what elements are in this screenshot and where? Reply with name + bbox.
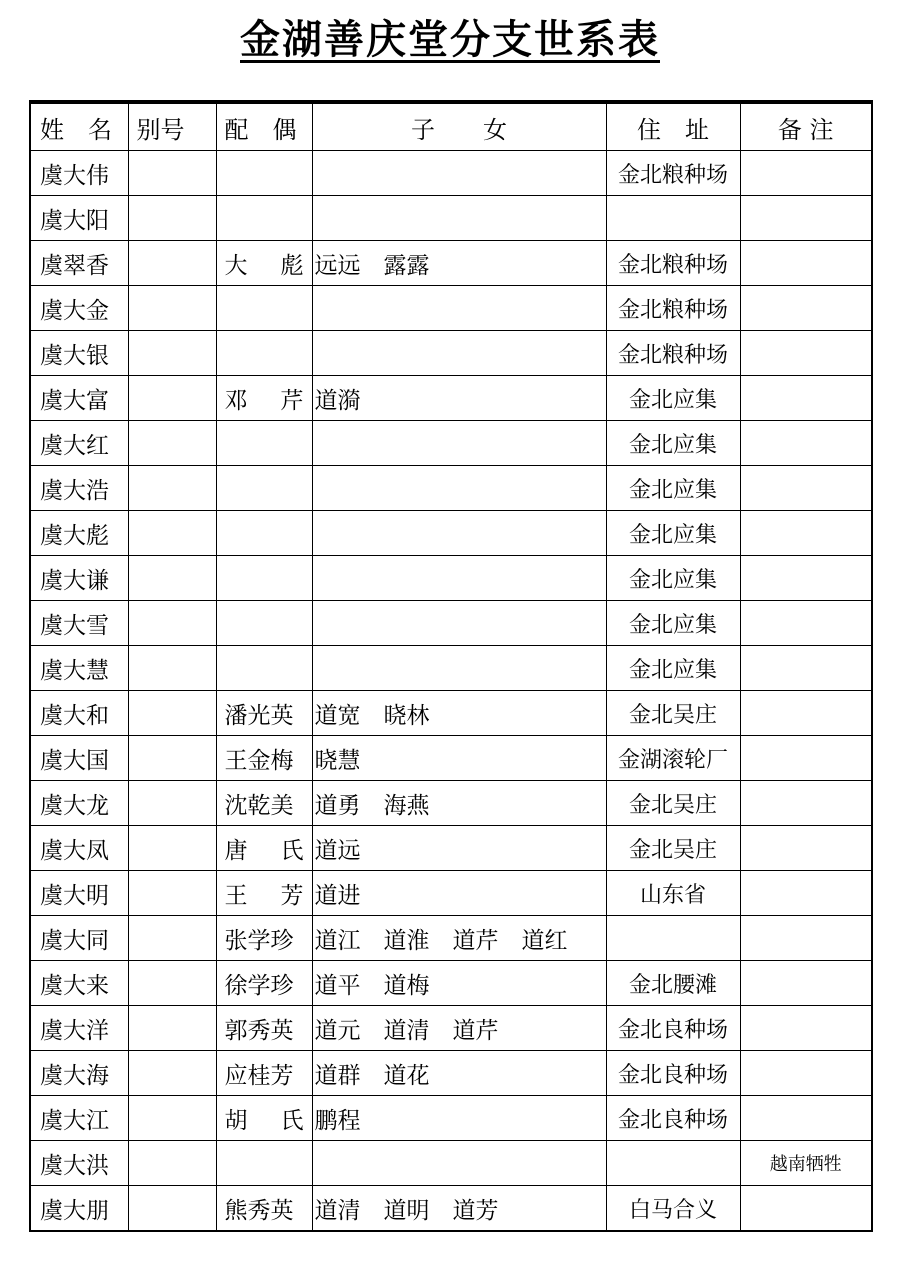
header-address: 住 址: [606, 102, 740, 151]
table-row: [30, 556, 872, 601]
cell-note: [740, 826, 872, 871]
cell-name: 虞大伟: [30, 151, 128, 196]
header-alias: 别号: [128, 102, 216, 151]
cell-address: 金北应集: [606, 646, 740, 691]
table-row: [30, 466, 872, 511]
cell-address: 金北应集: [606, 421, 740, 466]
cell-address: 金湖滚轮厂: [606, 736, 740, 781]
cell-alias: [128, 871, 216, 916]
cell-children: [312, 196, 606, 241]
table-row: [30, 646, 872, 691]
cell-note: [740, 151, 872, 196]
cell-note: [740, 601, 872, 646]
cell-note: [740, 691, 872, 736]
cell-spouse: 唐氏: [216, 826, 312, 871]
cell-note: [740, 646, 872, 691]
cell-alias: [128, 376, 216, 421]
cell-note: [740, 241, 872, 286]
cell-children: [312, 511, 606, 556]
table-row: [30, 1096, 872, 1141]
cell-alias: [128, 691, 216, 736]
cell-spouse: 大彪: [216, 241, 312, 286]
cell-alias: [128, 151, 216, 196]
cell-address: 山东省: [606, 871, 740, 916]
table-header: [30, 102, 872, 151]
cell-name: 虞大朋: [30, 1186, 128, 1232]
cell-address: 金北应集: [606, 466, 740, 511]
cell-spouse: 徐学珍: [216, 961, 312, 1006]
cell-children: 道群 道花: [312, 1051, 606, 1096]
cell-note: [740, 556, 872, 601]
cell-children: 道漪: [312, 376, 606, 421]
cell-address: 金北应集: [606, 556, 740, 601]
header-name: 姓 名: [30, 102, 128, 151]
cell-spouse: [216, 556, 312, 601]
table-row: [30, 376, 872, 421]
cell-note: [740, 736, 872, 781]
cell-alias: [128, 331, 216, 376]
cell-children: 道平 道梅: [312, 961, 606, 1006]
cell-address: 金北粮种场: [606, 331, 740, 376]
cell-note: [740, 1096, 872, 1141]
cell-name: 虞大来: [30, 961, 128, 1006]
cell-address: 金北应集: [606, 376, 740, 421]
cell-name: 虞大明: [30, 871, 128, 916]
table-row: [30, 601, 872, 646]
cell-note: [740, 1186, 872, 1232]
cell-children: 道宽 晓林: [312, 691, 606, 736]
cell-address: [606, 196, 740, 241]
genealogy-table: [29, 100, 873, 1232]
cell-spouse: 王金梅: [216, 736, 312, 781]
table-row: [30, 691, 872, 736]
cell-children: 道进: [312, 871, 606, 916]
cell-spouse: 邓芹: [216, 376, 312, 421]
cell-children: [312, 421, 606, 466]
table-row: [30, 1186, 872, 1232]
cell-children: 晓慧: [312, 736, 606, 781]
cell-spouse: [216, 1141, 312, 1186]
cell-spouse: 熊秀英: [216, 1186, 312, 1232]
cell-address: [606, 1141, 740, 1186]
table-row: [30, 1006, 872, 1051]
cell-name: 虞大海: [30, 1051, 128, 1096]
cell-address: 金北吴庄: [606, 781, 740, 826]
cell-name: 虞大金: [30, 286, 128, 331]
cell-alias: [128, 556, 216, 601]
cell-alias: [128, 1051, 216, 1096]
cell-alias: [128, 196, 216, 241]
cell-name: 虞大彪: [30, 511, 128, 556]
cell-spouse: [216, 151, 312, 196]
cell-address: 金北粮种场: [606, 286, 740, 331]
cell-alias: [128, 421, 216, 466]
cell-note: [740, 781, 872, 826]
cell-alias: [128, 241, 216, 286]
cell-address: 金北应集: [606, 511, 740, 556]
cell-children: [312, 331, 606, 376]
cell-address: 金北吴庄: [606, 691, 740, 736]
cell-children: 道清 道明 道芳: [312, 1186, 606, 1232]
table-row: [30, 871, 872, 916]
cell-spouse: 郭秀英: [216, 1006, 312, 1051]
table-row: [30, 1141, 872, 1186]
table-row: [30, 286, 872, 331]
cell-children: [312, 286, 606, 331]
header-spouse: 配 偶: [216, 102, 312, 151]
cell-alias: [128, 961, 216, 1006]
table-row: [30, 196, 872, 241]
table-body: [30, 151, 872, 1232]
table-row: [30, 826, 872, 871]
cell-note: [740, 1006, 872, 1051]
cell-name: 虞大慧: [30, 646, 128, 691]
cell-note: [740, 961, 872, 1006]
cell-alias: [128, 826, 216, 871]
cell-spouse: [216, 331, 312, 376]
cell-spouse: 张学珍: [216, 916, 312, 961]
cell-name: 虞大国: [30, 736, 128, 781]
cell-children: [312, 1141, 606, 1186]
cell-address: 金北良种场: [606, 1006, 740, 1051]
table-row: [30, 511, 872, 556]
cell-name: 虞大富: [30, 376, 128, 421]
cell-alias: [128, 736, 216, 781]
cell-note: [740, 511, 872, 556]
cell-note: [740, 466, 872, 511]
header-children: 子 女: [312, 102, 606, 151]
cell-alias: [128, 1096, 216, 1141]
cell-spouse: 沈乾美: [216, 781, 312, 826]
cell-children: 鹏程: [312, 1096, 606, 1141]
page-title-text: 金湖善庆堂分支世系表: [240, 17, 660, 63]
cell-name: 虞大洪: [30, 1141, 128, 1186]
table-row: [30, 151, 872, 196]
cell-alias: [128, 781, 216, 826]
cell-alias: [128, 511, 216, 556]
cell-alias: [128, 601, 216, 646]
cell-alias: [128, 286, 216, 331]
cell-children: [312, 556, 606, 601]
cell-children: [312, 151, 606, 196]
cell-children: 远远 露露: [312, 241, 606, 286]
table-row: [30, 421, 872, 466]
table-row: [30, 1051, 872, 1096]
cell-alias: [128, 1141, 216, 1186]
cell-alias: [128, 466, 216, 511]
cell-children: [312, 466, 606, 511]
cell-name: 虞大谦: [30, 556, 128, 601]
cell-spouse: [216, 286, 312, 331]
cell-note: [740, 871, 872, 916]
cell-note: [740, 331, 872, 376]
cell-name: 虞大红: [30, 421, 128, 466]
cell-note: [740, 196, 872, 241]
cell-spouse: [216, 511, 312, 556]
cell-spouse: 王芳: [216, 871, 312, 916]
table-row: [30, 961, 872, 1006]
cell-alias: [128, 646, 216, 691]
header-row: [30, 102, 872, 151]
cell-note: [740, 286, 872, 331]
cell-name: 虞翠香: [30, 241, 128, 286]
cell-note: [740, 421, 872, 466]
cell-name: 虞大雪: [30, 601, 128, 646]
cell-address: 金北粮种场: [606, 151, 740, 196]
cell-spouse: [216, 196, 312, 241]
cell-children: [312, 601, 606, 646]
table-row: [30, 241, 872, 286]
cell-address: 金北腰滩: [606, 961, 740, 1006]
cell-spouse: 胡氏: [216, 1096, 312, 1141]
cell-name: 虞大浩: [30, 466, 128, 511]
cell-children: 道元 道清 道芹: [312, 1006, 606, 1051]
cell-name: 虞大洋: [30, 1006, 128, 1051]
cell-children: 道远: [312, 826, 606, 871]
page-title: [0, 12, 900, 68]
cell-address: 金北吴庄: [606, 826, 740, 871]
cell-address: [606, 916, 740, 961]
cell-name: 虞大阳: [30, 196, 128, 241]
cell-children: 道江 道淮 道芹 道红: [312, 916, 606, 961]
cell-spouse: [216, 646, 312, 691]
cell-name: 虞大凤: [30, 826, 128, 871]
cell-alias: [128, 1186, 216, 1232]
cell-name: 虞大龙: [30, 781, 128, 826]
cell-address: 金北良种场: [606, 1051, 740, 1096]
cell-note: [740, 376, 872, 421]
cell-address: 白马合义: [606, 1186, 740, 1232]
cell-spouse: [216, 466, 312, 511]
cell-name: 虞大银: [30, 331, 128, 376]
cell-note: 越南牺牲: [740, 1141, 872, 1186]
header-note: 备 注: [740, 102, 872, 151]
table-row: [30, 736, 872, 781]
cell-address: 金北良种场: [606, 1096, 740, 1141]
cell-spouse: [216, 601, 312, 646]
cell-children: 道勇 海燕: [312, 781, 606, 826]
cell-address: 金北粮种场: [606, 241, 740, 286]
cell-spouse: 应桂芳: [216, 1051, 312, 1096]
table-row: [30, 916, 872, 961]
cell-name: 虞大江: [30, 1096, 128, 1141]
cell-note: [740, 1051, 872, 1096]
cell-name: 虞大和: [30, 691, 128, 736]
cell-alias: [128, 1006, 216, 1051]
table-row: [30, 331, 872, 376]
cell-children: [312, 646, 606, 691]
cell-address: 金北应集: [606, 601, 740, 646]
table-row: [30, 781, 872, 826]
cell-name: 虞大同: [30, 916, 128, 961]
cell-spouse: 潘光英: [216, 691, 312, 736]
cell-spouse: [216, 421, 312, 466]
cell-note: [740, 916, 872, 961]
cell-alias: [128, 916, 216, 961]
